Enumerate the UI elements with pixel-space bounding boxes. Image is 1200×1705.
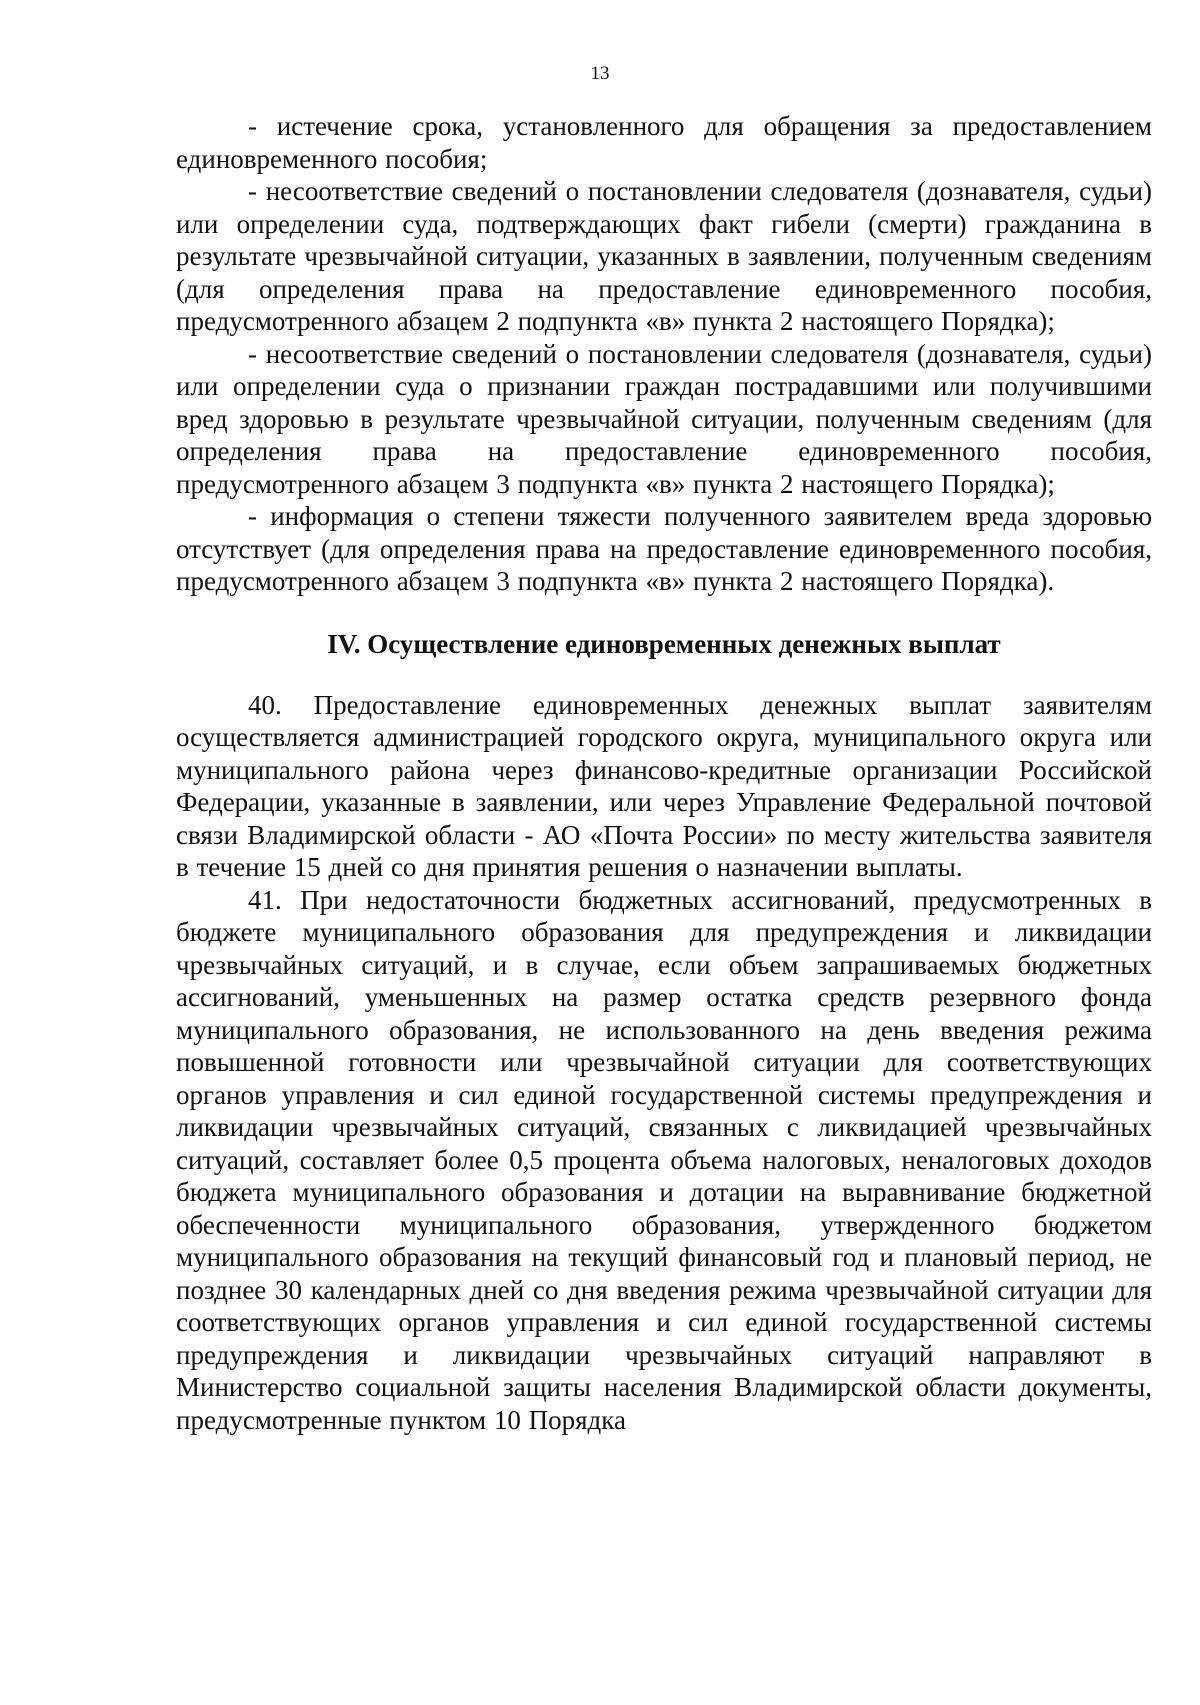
- refusal-reason-death-info-mismatch: - несоответствие сведений о постановлении следователя (дознавателя, судьи) или определении суда, подтверждающих факт гибели (смерти) гражданина в результате чрезвычайной ситуации, указанных в заявлении, полученным сведениям (для определения права на предоставление единовременного пособия, предусмотренного абзацем 2 подпункта «в» пункта 2 настоящего Порядка);: [176, 176, 1152, 336]
- document-body: [176, 110, 1152, 1436]
- section-heading: IV. Осуществление единовременных денежных выплат: [327, 628, 1001, 659]
- clause-40: 40. Предоставление единовременных денежных выплат заявителям осуществляется администрацией городского округа, муниципального округа или муниципального района через финансово-кредитные организации Российской Федерации, указанные в заявлении, или через Управление Федеральной почтовой связи Владимирской области - АО «Почта России» по месту жительства заявителя в течение 15 дней со дня принятия решения о назначении выплаты.: [176, 689, 1152, 882]
- refusal-reason-missing-severity-info: - информация о степени тяжести полученного заявителем вреда здоровью отсутствует (для определения права на предоставление единовременного пособия, предусмотренного абзацем 3 подпункта «в» пункта 2 настоящего Порядка).: [176, 501, 1152, 596]
- refusal-reason-injury-info-mismatch: - несоответствие сведений о постановлении следователя (дознавателя, судьи) или определении суда о признании граждан пострадавшими или получившими вред здоровью в результате чрезвычайной ситуации, полученным сведениям (для определения права на предоставление единовременного пособия, предусмотренного абзацем 3 подпункта «в» пункта 2 настоящего Порядка);: [176, 338, 1152, 499]
- refusal-reason-expired-deadline: - истечение срока, установленного для обращения за предоставлением единовременного пособия;: [176, 111, 1152, 174]
- page-number: 13: [590, 63, 610, 84]
- clause-41: 41. При недостаточности бюджетных ассигнований, предусмотренных в бюджете муниципального образования для предупреждения и ликвидации чрезвычайных ситуаций, и в случае, если объем запрашиваемых бюджетных ассигнований, уменьшенных на размер остатка средств резервного фонда муниципального образования, не использованного на день введения режима повышенной готовности или чрезвычайной ситуации для соответствующих органов управления и сил единой государственной системы предупреждения и ликвидации чрезвычайных ситуаций, связанных с ликвидацией чрезвычайных ситуаций, составляет более 0,5 процента объема налоговых, неналоговых доходов бюджета муниципального образования и дотации на выравнивание бюджетной обеспеченности муниципального образования, утвержденного бюджетом муниципального образования на текущий финансовый год и плановый период, не позднее 30 календарных дней со дня введения режима чрезвычайной ситуации для соответствующих органов управления и сил единой государственной системы предупреждения и ликвидации чрезвычайных ситуаций направляют в Министерство социальной защиты населения Владимирской области документы, предусмотренные пунктом 10 Порядка: [176, 884, 1152, 1435]
